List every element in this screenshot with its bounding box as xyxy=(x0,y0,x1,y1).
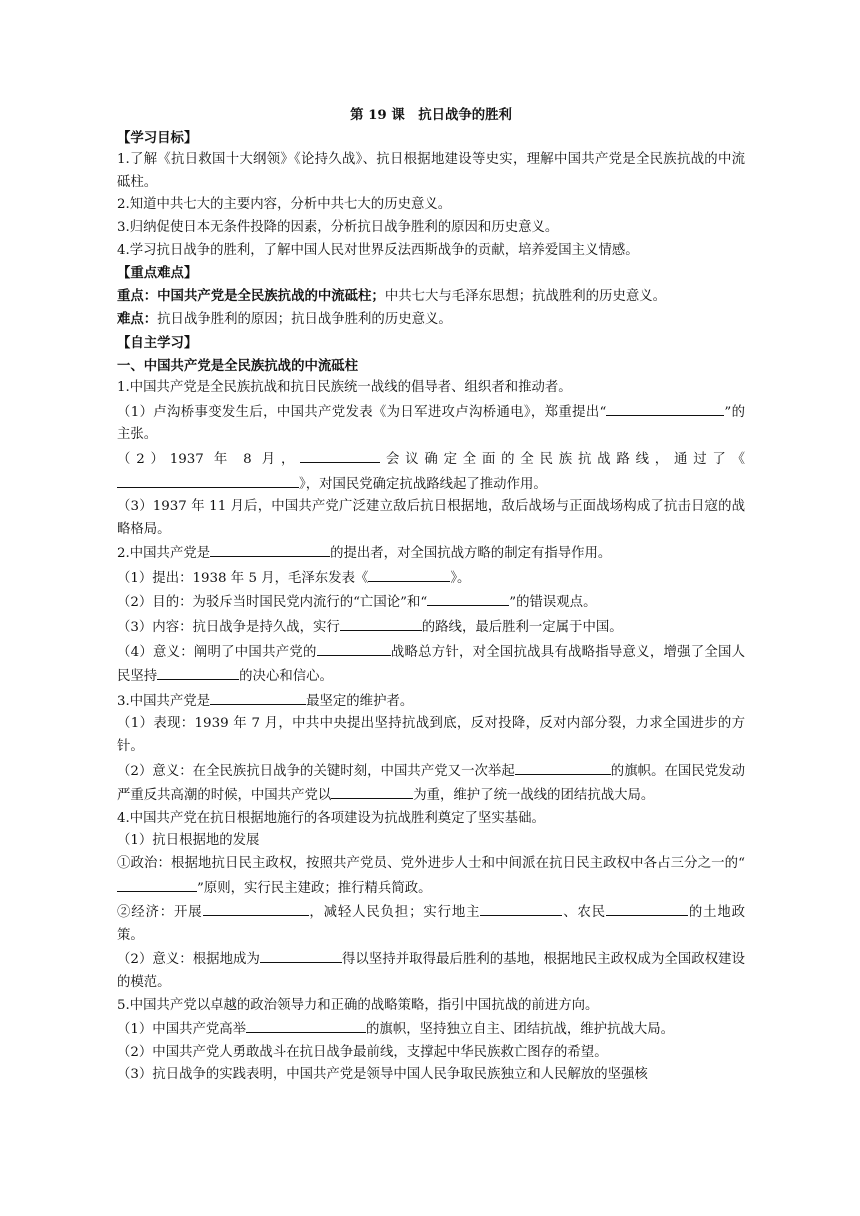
para-5-1 xyxy=(117,1017,745,1042)
text: 的提出者，对全国抗战方略的制定有指导作用。 xyxy=(330,546,612,562)
text: 的土地政策。 xyxy=(117,905,746,943)
fill-blank[interactable] xyxy=(331,783,413,799)
fill-blank[interactable] xyxy=(317,640,391,656)
text: 战略总方针，对全国抗战具有战略指导意义，增强了全国人民坚持 xyxy=(117,644,745,685)
para-3-2 xyxy=(117,759,745,808)
fill-blank[interactable] xyxy=(368,566,450,582)
difficulty-text: 抗日战争胜利的原因；抗日战争胜利的历史意义。 xyxy=(157,312,452,328)
para-4-2 xyxy=(117,947,745,994)
document-body xyxy=(117,104,745,1087)
fill-blank[interactable] xyxy=(246,1017,366,1033)
fill-blank[interactable] xyxy=(427,590,509,606)
fill-blank[interactable] xyxy=(515,759,611,775)
para-2-2 xyxy=(117,590,745,615)
goal-item-1: 1.了解《抗日救国十大纲领》《论持久战》、抗日根据地建设等史实，理解中国共产党是全民族抗战的中流砥柱。 xyxy=(117,152,745,190)
fill-blank[interactable] xyxy=(203,900,309,916)
text: （4）意义：阐明了中国共产党的 xyxy=(117,644,317,660)
text: 的路线，最后胜利一定属于中国。 xyxy=(421,620,623,636)
para-2-1 xyxy=(117,566,745,591)
para-1-3: （3）1937 年 11 月后，中国共产党广泛建立敌后抗日根据地，敌后战场与正面战场构成了抗击日寇的战略格局。 xyxy=(117,499,745,537)
text: （3）内容：抗日战争是持久战，实行 xyxy=(117,620,340,636)
key-point-line xyxy=(117,285,745,309)
text: （2）目的：为驳斥当时国民党内流行的“亡国论”和“ xyxy=(117,595,428,611)
text: 的决心和信心。 xyxy=(239,669,333,685)
section-1-title: 一、中国共产党是全民族抗战的中流砥柱 xyxy=(117,357,359,374)
text: （2）意义：在全民族抗日战争的关键时刻，中国共产党又一次举起 xyxy=(117,763,515,779)
fill-blank[interactable] xyxy=(117,472,299,488)
para-1-2 xyxy=(117,447,745,496)
text: ，减轻人民负担；实行地主 xyxy=(308,905,481,921)
text: 会议确定全面的全民族抗战路线，通过了《 xyxy=(380,451,746,467)
text: 为重，维护了统一战线的团结抗战大局。 xyxy=(413,788,655,804)
fill-blank[interactable] xyxy=(340,615,422,631)
fill-blank[interactable] xyxy=(606,400,724,416)
para-5-2: （2）中国共产党人勇敢战斗在抗日战争最前线，支撑起中华民族救亡图存的希望。 xyxy=(117,1044,608,1060)
para-4: 4.中国共产党在抗日根据地施行的各项建设为抗战胜利奠定了坚实基础。 xyxy=(117,810,545,826)
key-label: 重点： xyxy=(117,287,158,304)
para-2-3 xyxy=(117,615,745,640)
text: ①政治：根据地抗日民主政权，按照共产党员、党外进步人士和中间派在抗日民主政权中各占三分之一的“ xyxy=(117,856,745,871)
text: ”原则，实行民主建政；推行精兵简政。 xyxy=(197,880,432,896)
text: （1）卢沟桥事变发生后，中国共产党发表《为日军进攻卢沟桥通电》，郑重提出“ xyxy=(117,404,607,420)
key-bold-text: 中国共产党是全民族抗战的中流砥柱； xyxy=(157,287,385,304)
para-4-1-a xyxy=(117,853,745,900)
text: 、农民 xyxy=(562,905,607,921)
difficulty-label: 难点： xyxy=(117,311,158,328)
para-4-1-b xyxy=(117,900,745,947)
text: 2.中国共产党是 xyxy=(117,546,211,562)
text: 的旗帜。在国民党发动严重反共高潮的时候，中国共产党以 xyxy=(117,763,745,804)
fill-blank[interactable] xyxy=(157,664,239,680)
para-1: 1.中国共产党是全民族抗战和抗日民族统一战线的倡导者、组织者和推动者。 xyxy=(117,380,572,396)
goal-item-4: 4.学习抗日战争的胜利，了解中国人民对世界反法西斯战争的贡献，培养爱国主义情感。 xyxy=(117,242,639,258)
fill-blank[interactable] xyxy=(606,900,688,916)
fill-blank[interactable] xyxy=(117,876,197,892)
text: 3.中国共产党是 xyxy=(117,693,211,709)
text: （2）1937 年 8 月， xyxy=(117,451,301,467)
study-heading: 【自主学习】 xyxy=(117,334,198,351)
page-title: 第 19 课 抗日战争的胜利 xyxy=(350,107,512,123)
key-rest-text: 中共七大与毛泽东思想；抗战胜利的历史意义。 xyxy=(384,288,667,304)
para-2 xyxy=(117,541,745,566)
text: 的旗帜，坚持独立自主、团结抗战，维护抗战大局。 xyxy=(366,1022,675,1038)
para-5-3: （3）抗日战争的实践表明，中国共产党是领导中国人民争取民族独立和人民解放的坚强核 xyxy=(117,1067,648,1083)
difficulty-line xyxy=(117,308,745,332)
para-1-1 xyxy=(117,400,745,447)
text: （2）意义：根据地成为 xyxy=(117,952,260,968)
text: 最坚定的维护者。 xyxy=(306,693,414,709)
text: 》。 xyxy=(450,570,471,586)
goals-heading: 【学习目标】 xyxy=(117,129,198,146)
text: ”的错误观点。 xyxy=(509,595,597,611)
para-4-1: （1）抗日根据地的发展 xyxy=(117,833,260,849)
para-3 xyxy=(117,689,745,714)
para-5: 5.中国共产党以卓越的政治领导力和正确的战略策略，指引中国抗战的前进方向。 xyxy=(117,997,599,1013)
text: ②经济：开展 xyxy=(117,905,203,921)
text: （1）中国共产党高举 xyxy=(117,1022,247,1038)
goal-item-2: 2.知道中共七大的主要内容，分析中共七大的历史意义。 xyxy=(117,197,452,213)
text: 得以坚持并取得最后胜利的基地，根据地民主政权成为全国政权建设的模范。 xyxy=(117,952,745,990)
goal-item-3: 3.归纳促使日本无条件投降的因素，分析抗日战争胜利的原因和历史意义。 xyxy=(117,219,559,235)
text: ”的主张。 xyxy=(117,404,745,443)
text: 》，对国民党确定抗战路线起了推动作用。 xyxy=(299,476,547,492)
keypoints-heading: 【重点难点】 xyxy=(117,265,198,282)
para-3-1: （1）表现：1939 年 7 月，中共中央提出坚持抗战到底，反对投降，反对内部分裂，力求全国进步的方针。 xyxy=(117,716,745,755)
fill-blank[interactable] xyxy=(210,541,330,557)
fill-blank[interactable] xyxy=(260,947,342,963)
fill-blank[interactable] xyxy=(300,447,380,463)
fill-blank[interactable] xyxy=(480,900,562,916)
text: （1）提出：1938 年 5 月，毛泽东发表《 xyxy=(117,570,369,586)
fill-blank[interactable] xyxy=(210,689,306,705)
para-2-4 xyxy=(117,640,745,689)
